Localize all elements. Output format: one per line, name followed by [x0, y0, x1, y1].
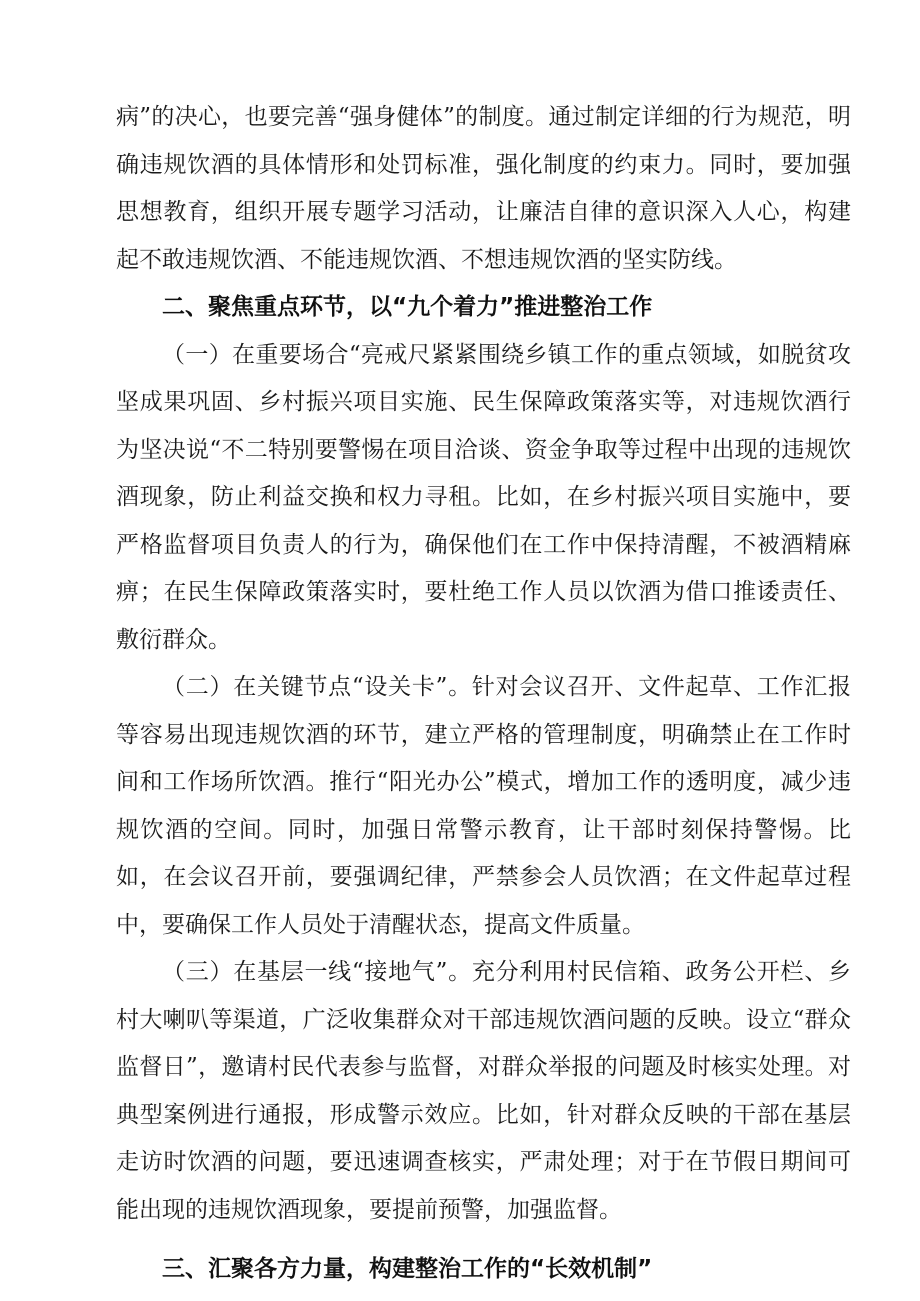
- section-heading-3: 三、汇聚各方力量，构建整治工作的“长效机制”: [162, 1256, 653, 1282]
- paragraph-intro-continuation: 病”的决心，也要完善“强身健体”的制度。通过制定详细的行为规范，明确违规饮酒的具体情形和处罚标准，强化制度的约束力。同时，要加强思想教育，组织开展专题学习活动，让廉洁自律的意识深入人心，构建起不敢违规饮酒、不能违规饮酒、不想违规饮酒的坚实防线。: [116, 104, 851, 273]
- paragraph-item-3: （三）在基层一线“接地气”。充分利用村民信箱、政务公开栏、乡村大喇叭等渠道，广泛收集群众对干部违规饮酒问题的反映。设立“群众监督日”，邀请村民代表参与监督，对群众举报的问题及时核实处理。对典型案例进行通报，形成警示效应。比如，针对群众反映的干部在基层走访时饮酒的问题，要迅速调查核实，严肃处理；对于在节假日期间可能出现的违规饮酒现象，要提前预警，加强监督。: [116, 959, 851, 1223]
- section-heading-2: 二、聚焦重点环节，以“九个着力”推进整治工作: [162, 294, 653, 320]
- paragraph-item-2: （二）在关键节点“设关卡”。针对会议召开、文件起草、工作汇报等容易出现违规饮酒的环节，建立严格的管理制度，明确禁止在工作时间和工作场所饮酒。推行“阳光办公”模式，增加工作的透明度，减少违规饮酒的空间。同时，加强日常警示教育，让干部时刻保持警惕。比如，在会议召开前，要强调纪律，严禁参会人员饮酒；在文件起草过程中，要确保工作人员处于清醒状态，提高文件质量。: [116, 674, 851, 938]
- paragraph-item-1: （一）在重要场合“亮戒尺紧紧围绕乡镇工作的重点领域，如脱贫攻坚成果巩固、乡村振兴项目实施、民生保障政策落实等，对违规饮酒行为坚决说“不二特别要警惕在项目洽谈、资金争取等过程中出现的违规饮酒现象，防止利益交换和权力寻租。比如，在乡村振兴项目实施中，要严格监督项目负责人的行为，确保他们在工作中保持清醒，不被酒精麻痹；在民生保障政策落实时，要杜绝工作人员以饮酒为借口推诿责任、敷衍群众。: [116, 341, 851, 653]
- document-body: [116, 94, 851, 1294]
